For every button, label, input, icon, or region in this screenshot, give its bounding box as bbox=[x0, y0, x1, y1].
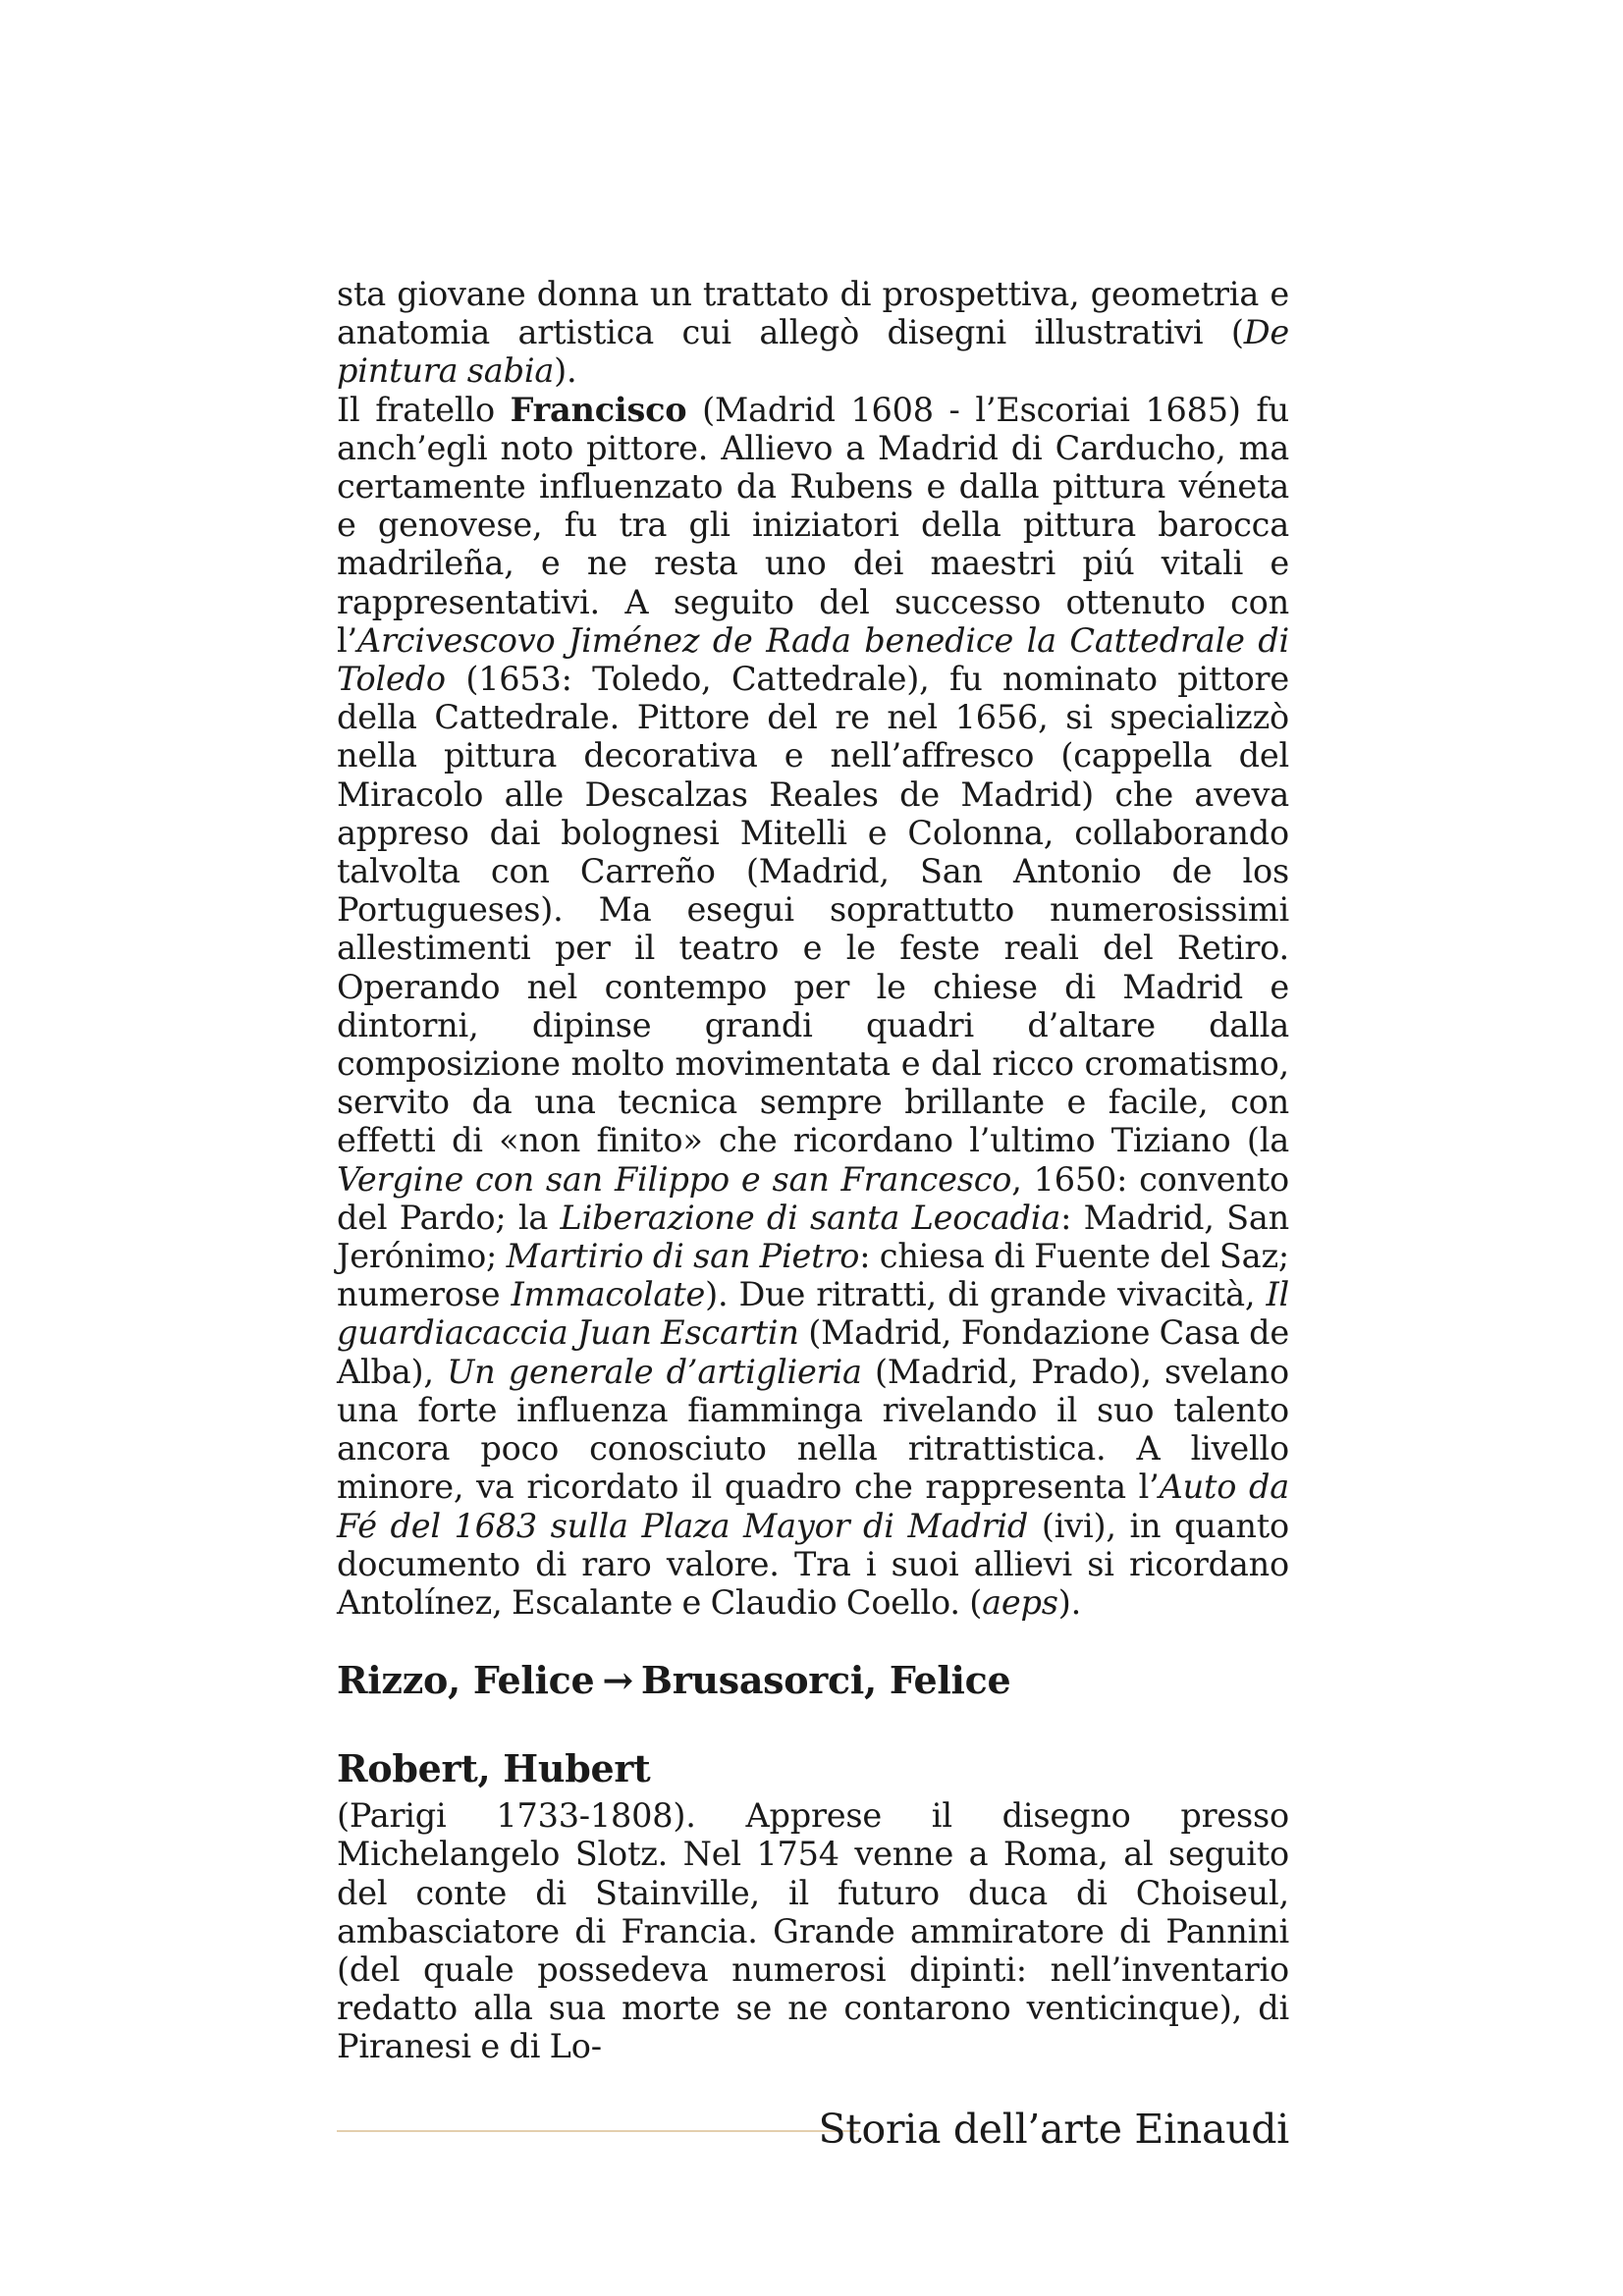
work-title: Immacolate bbox=[511, 1275, 706, 1314]
page-body bbox=[337, 275, 1289, 2066]
work-title: Il guardiacaccia Juan Escartin bbox=[337, 1275, 1289, 1353]
text-run: Il fratello bbox=[337, 390, 511, 429]
paragraph-intro-tail bbox=[337, 275, 1289, 391]
see-also-entry-heading bbox=[337, 1659, 1289, 1702]
text-run: (ivi), in quanto documento di raro valore. Tra i suoi allievi si ricordano Antolínez, Escalante e Claudio Coello. ( bbox=[337, 1506, 1289, 1622]
text-run: ). bbox=[554, 351, 577, 391]
text-run: (Madrid 1608 - l’Escoriai 1685) fu anch’egli noto pittore. Allievo a Madrid di Carducho, ma certamente influenzato da Rubens e dalla pittura véneta e genovese, fu tra gli iniziatori della pittura barocca madrileña, e ne resta uno dei maestri piú vitali e rappresentativi. A seguito del successo ottenuto con l’ bbox=[337, 390, 1289, 660]
work-title: Liberazione di santa Leocadia bbox=[560, 1198, 1061, 1237]
person-name-francisco: Francisco bbox=[510, 390, 687, 429]
footer-divider bbox=[337, 2130, 859, 2132]
paragraph-francisco bbox=[337, 391, 1289, 1623]
text-run: ). Due ritratti, di grande vivacità, bbox=[705, 1275, 1267, 1314]
work-title: De pintura sabia bbox=[337, 313, 1289, 391]
work-title: Un generale d’artiglieria bbox=[447, 1352, 862, 1391]
paragraph-robert: (Parigi 1733-1808). Apprese il disegno presso Michelangelo Slotz. Nel 1754 venne a Roma, al seguito del conte di Stainville, il futuro duca di Choiseul, ambasciatore di Francia. Grande ammiratore di Pannini (del quale possedeva numerosi dipinti: nell’inventario redatto alla sua morte se ne contarono venticinque), di Piranesi e di Lo- bbox=[337, 1796, 1289, 2066]
text-run: ). bbox=[1057, 1582, 1082, 1622]
work-title: Arcivescovo Jiménez de Rada benedice la Cattedrale di Toledo bbox=[337, 620, 1289, 699]
text-run: , 1650: convento del Pardo; la bbox=[337, 1159, 1289, 1237]
work-title: Martirio di san Pietro bbox=[506, 1237, 860, 1276]
publication-title: Storia dell’arte Einaudi bbox=[818, 2106, 1289, 2153]
text-run: : chiesa di Fuente del Saz; numerose bbox=[337, 1237, 1289, 1314]
author-initials: aeps bbox=[982, 1582, 1058, 1622]
text-run: sta giovane donna un trattato di prospettiva, geometria e anatomia artistica cui allegò disegni illustrativi ( bbox=[337, 275, 1289, 352]
cross-reference-target[interactable]: Brusasorci, Felice bbox=[640, 1658, 1011, 1703]
cross-reference-arrow-icon: → bbox=[602, 1658, 633, 1703]
entry-heading-robert: Robert, Hubert bbox=[337, 1746, 651, 1791]
work-title: Vergine con san Filippo e san Francesco bbox=[337, 1159, 1012, 1199]
text-run: : Madrid, San Jerónimo; bbox=[337, 1198, 1289, 1276]
entry-name: Rizzo, Felice bbox=[337, 1658, 595, 1703]
page-footer bbox=[337, 2106, 1289, 2164]
text-run: (Madrid, Fondazione Casa de Alba), bbox=[337, 1313, 1289, 1391]
work-title: Auto da Fé del 1683 sulla Plaza Mayor di Madrid bbox=[337, 1468, 1289, 1545]
text-run: (1653: Toledo, Cattedrale), fu nominato pittore della Cattedrale. Pittore del re nel 1656, si specializzò nella pittura decorativa e nell’affresco (cappella del Miracolo alle Descalzas Reales de Madrid) che aveva appreso dai bolognesi Mitelli e Colonna, collaborando talvolta con Carreño (Madrid, San Antonio de los Portugueses). Ma esegui soprattutto numerosissimi allestimenti per il teatro e le feste reali del Retiro. Operando nel contempo per le chiese di Madrid e dintorni, dipinse grandi quadri d’altare dalla composizione molto movimentata e dal ricco cromatismo, servito da una tecnica sempre brillante e facile, con effetti di «non finito» che ricordano l’ultimo Tiziano (la bbox=[337, 660, 1289, 1160]
text-run: (Madrid, Prado), svelano una forte influenza fiamminga rivelando il suo talento ancora poco conosciuto nella ritrattistica. A livello minore, va ricordato il quadro che rappresenta l’ bbox=[337, 1352, 1289, 1507]
